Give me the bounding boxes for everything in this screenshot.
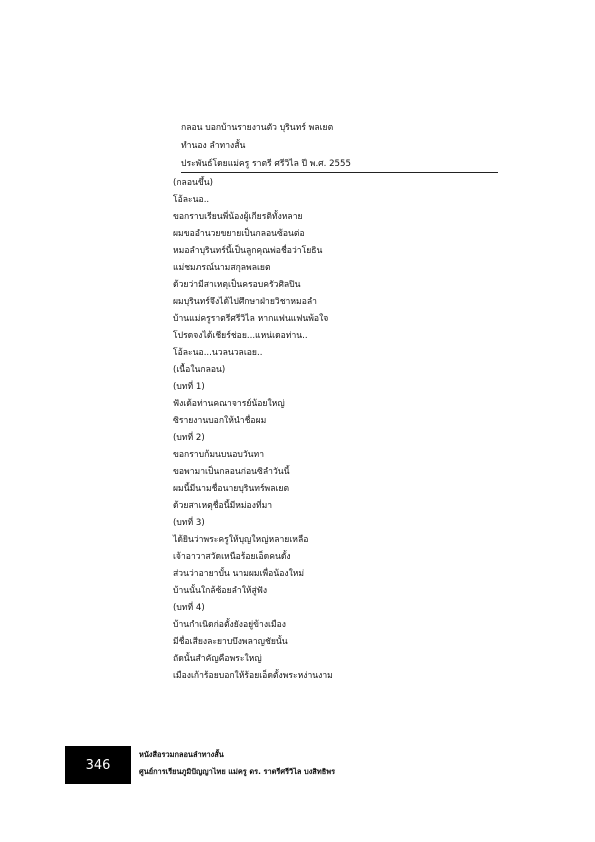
poem-line: ขอกราบก้มนบนอบวันทา — [173, 450, 265, 461]
poem-line: ด้วยสาเหตุชื่อนี้มีหม่องที่มา — [173, 501, 273, 512]
poem-line: ฟังเด้อท่านคณาจารย์น้อยใหญ่ — [173, 399, 285, 410]
poem-line: ผมบุรินทร์จึงได้ไปศึกษาฝ่ายวิชาหมอลำ — [173, 297, 317, 308]
poem-line: เมืองเก้าร้อยบอกให้ร้อยเอ็ดตั้งพระหง่านงาม — [173, 671, 333, 682]
poem-line: ถัดนั้นสำคัญคือพระใหญ่ — [173, 654, 262, 665]
poem-author: ประพันธ์โดยแม่ครู ราตรี ศรีวิไล ปี พ.ศ. 2555 — [181, 159, 351, 169]
header-divider — [181, 172, 498, 173]
poem-header — [181, 119, 501, 173]
poem-line: บ้านกำเนิดก่อตั้งยังอยู่ข้างเมือง — [173, 620, 287, 631]
poem-line: แม่ชมภรณ์นามสกุลพลเยต — [173, 263, 271, 274]
poem-line: บ้านแม่ครูราตรีศรีวิไล หากแฟนแฟนพ้อใจ — [173, 314, 329, 325]
poem-line: ส่วนว่าอายาบั้น นามผมเพื่อน้องใหม่ — [173, 569, 305, 580]
poem-line: โปรดจงได้เชียร์ช่อย...แหน่เดอท่าน.. — [173, 331, 308, 342]
poem-melody: ทำนอง ลำทางสั้น — [181, 141, 246, 151]
poem-line: มีชื่อเสียงละยาบบึงพลาญชัยนั้น — [173, 637, 288, 648]
publisher: ศูนย์การเรียนภูมิปัญญาไทย แม่ครู ดร. ราตรีศรีวิไล บงสิทธิพร — [139, 767, 336, 776]
poem-line: (บทที่ 3) — [173, 518, 205, 529]
poem-line: เจ้าอาวาสวัดเหนือร้อยเอ็ดคนดั้ง — [173, 552, 291, 563]
page-number: 346 — [85, 757, 111, 773]
poem-line: (บทที่ 1) — [173, 382, 205, 393]
poem-line: ขอกราบเรียนพี่น้องผู้เกียรติทั้งหลาย — [173, 212, 303, 223]
poem-line: บ้านนั้นใกล้ซ้อยลำให้สู่ฟัง — [173, 586, 268, 597]
poem-line: ซิรายงานบอกให้นำชื่อผม — [173, 416, 267, 427]
poem-title: กลอน บอกบ้านรายงานตัว บุรินทร์ พลเยต — [181, 123, 334, 133]
poem-line: (เนื้อในกลอน) — [173, 365, 226, 376]
poem-line: โอ้ละนอ.. — [173, 195, 210, 206]
footer-caption — [139, 746, 439, 780]
poem-line: ด้วยว่ามีสาเหตุเป็นครอบครัวศิลปิน — [173, 280, 301, 291]
book-title: หนังสือรวมกลอนลำทางสั้น — [139, 750, 224, 759]
poem-line: (กลอนขึ้น) — [173, 178, 213, 188]
poem-line: ผมขออำนวยขยายเป็นกลอนซ้อนต่อ — [173, 229, 305, 240]
poem-line: (บทที่ 4) — [173, 603, 205, 614]
poem-body — [173, 175, 503, 685]
poem-line: ได้ยินว่าพระครูให้บุญใหญ่หลายเหลือ — [173, 535, 309, 546]
poem-line: ขอพามาเป็นกลอนก่อนซิลำวันนี้ — [173, 467, 290, 478]
poem-line: ผมนี้มีนามชื่อนายบุรินทร์พลเยต — [173, 484, 290, 495]
poem-line: โอ้ละนอ...นวลนวลเอย.. — [173, 348, 263, 359]
poem-line: (บทที่ 2) — [173, 433, 205, 444]
page-number-box — [65, 746, 131, 784]
poem-line: หมอลำบุรินทร์นี้เป็นลูกคุณพ่อชื่อว่าโยธิน — [173, 246, 323, 257]
